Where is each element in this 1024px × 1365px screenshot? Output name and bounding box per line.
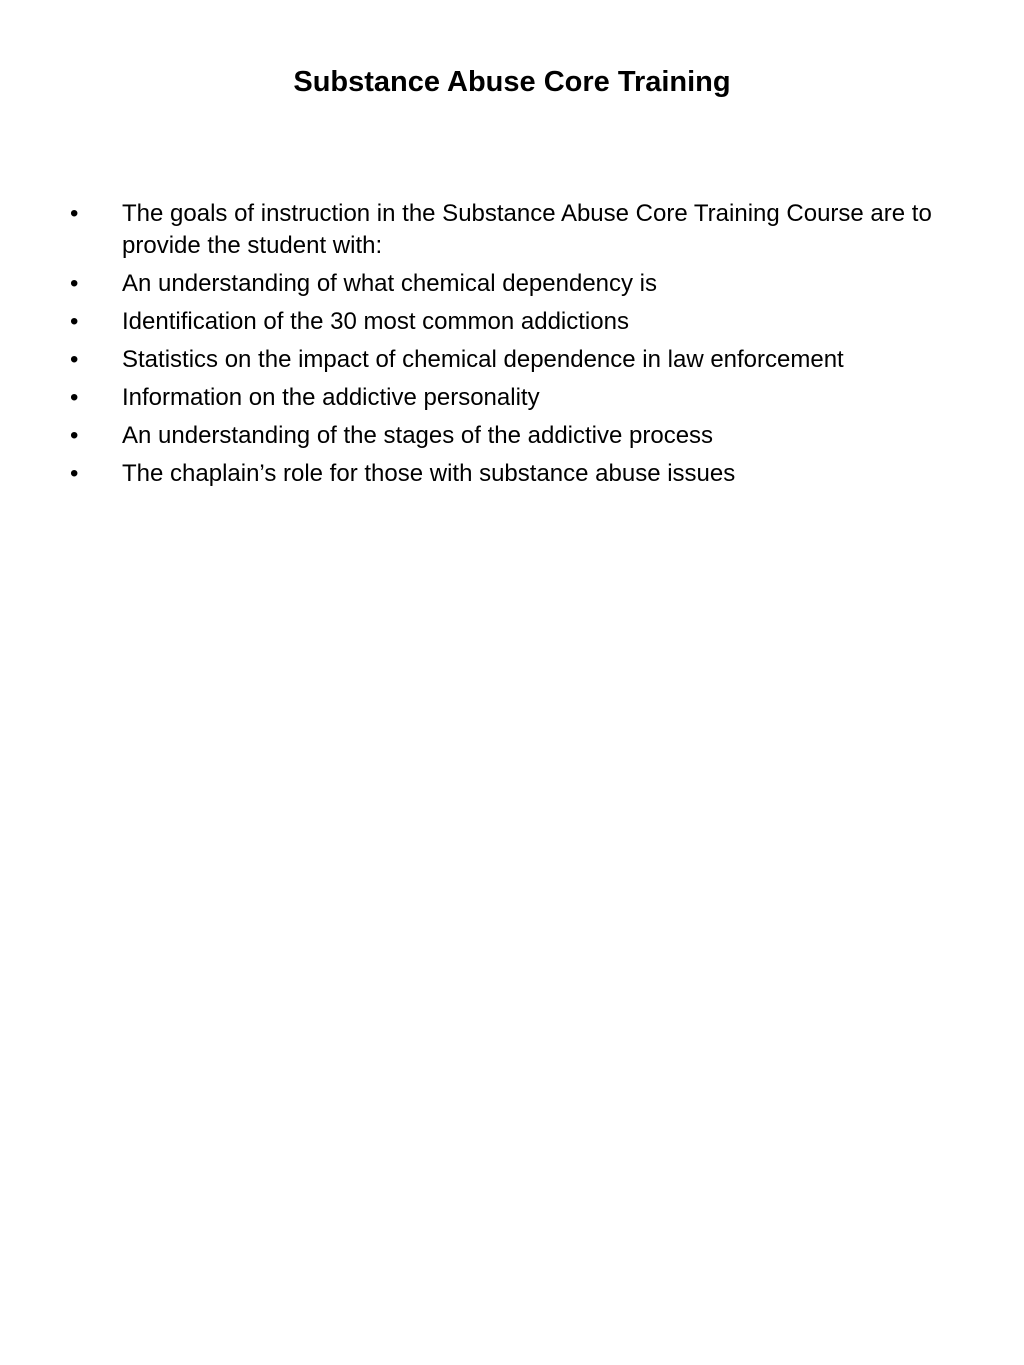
bullet-text: Information on the addictive personality (122, 384, 540, 411)
bullet-text: Statistics on the impact of chemical dependence in law enforcement (122, 346, 844, 373)
bullet-item (66, 198, 966, 262)
bullet-item (66, 344, 966, 376)
bullet-icon: • (70, 346, 79, 373)
bullet-text: An understanding of what chemical dependency is (122, 270, 658, 297)
bullet-icon: • (70, 270, 79, 297)
bullet-text: The chaplain’s role for those with substance abuse issues (122, 460, 736, 487)
bullet-item (66, 458, 966, 490)
bullet-icon: • (70, 422, 79, 449)
bullet-item (66, 382, 966, 414)
bullet-icon: • (70, 460, 79, 487)
bullet-text: The goals of instruction in the Substance Abuse Core Training Course are to provide the student with: (122, 200, 932, 259)
bullet-icon: • (70, 384, 79, 411)
bullet-list (66, 198, 966, 496)
bullet-icon: • (70, 200, 79, 227)
slide-title: Substance Abuse Core Training (293, 66, 731, 98)
bullet-text: An understanding of the stages of the addictive process (122, 422, 714, 449)
bullet-item (66, 306, 966, 338)
bullet-text: Identification of the 30 most common addictions (122, 308, 629, 335)
bullet-item (66, 420, 966, 452)
bullet-icon: • (70, 308, 79, 335)
bullet-item (66, 268, 966, 300)
